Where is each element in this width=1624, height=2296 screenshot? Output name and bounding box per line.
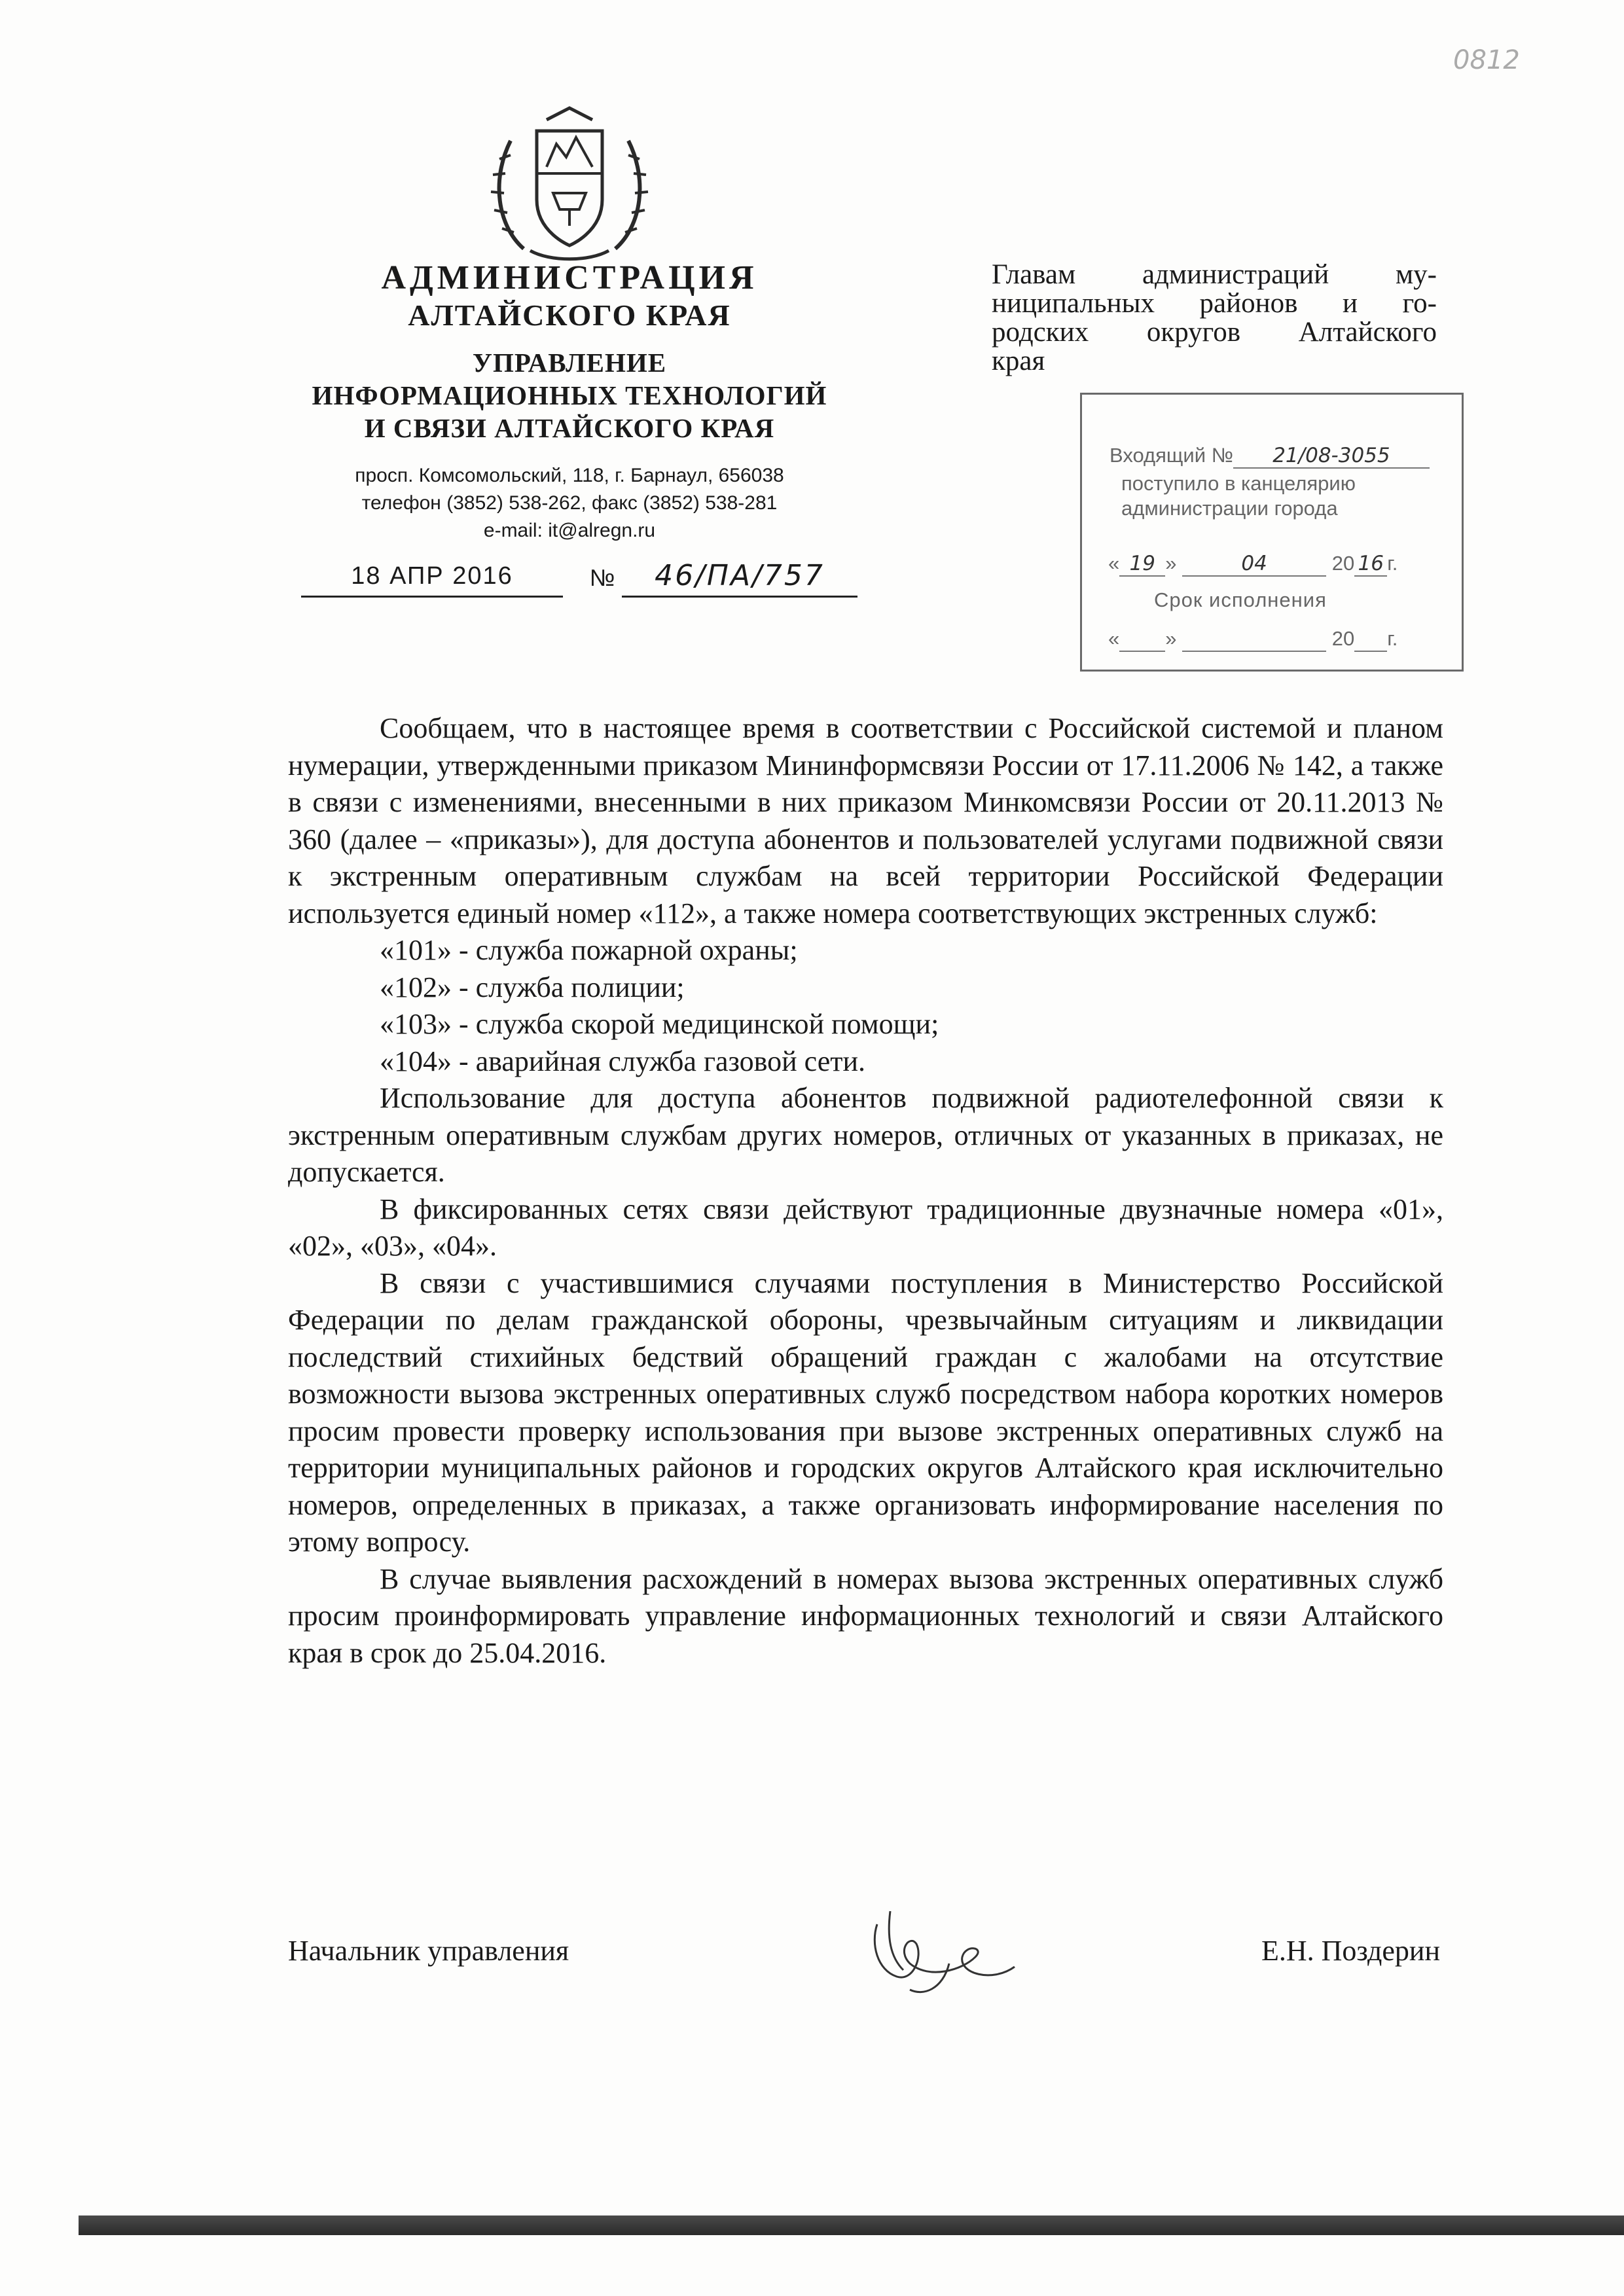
incoming-registration-stamp [1080,393,1464,672]
stamp-deadline-quote-close: » [1165,627,1177,650]
stamp-year-prefix: 20 [1331,552,1355,575]
stamp-deadline-label: Срок исполнения [1154,588,1327,611]
svg-text:0812: 0812 [1453,45,1520,75]
stamp-deadline-year-blank [1354,627,1387,652]
coat-of-arms-emblem [484,101,655,272]
org-address: просп. Комсомольский, 118, г. Барнаул, 656038 [355,465,784,486]
signatory-name: Е.Н. Поздерин [1261,1935,1440,1967]
stamp-month: 04 [1182,552,1326,577]
org-name-line1: АДМИНИСТРАЦИЯ [381,259,758,296]
list-item: «104» - аварийная служба газовой сети. [380,1045,866,1077]
addressee-line: ниципальных районов и го- [992,288,1437,319]
list-item: «103» - служба скорой медицинской помощи; [380,1008,939,1040]
stamp-deadline-line [1082,627,1488,652]
addressee-line: родских округов Алтайского [992,317,1437,348]
dept-name-line2: ИНФОРМАЦИОННЫХ ТЕХНОЛОГИЙ [312,380,827,410]
stamp-incoming-label: Входящий № [1110,444,1233,467]
letter-body [288,710,1443,1672]
body-paragraph: Использование для доступа абонентов подвижной радиотелефонной связи к экстренным оперативным службам других номеров, отличных от указанных в приказах, не допускается. [288,1082,1443,1188]
stamp-incoming-number: 21/08-3055 [1233,444,1430,469]
org-name-line2: АЛТАЙСКОГО КРАЯ [408,298,731,332]
list-item: «101» - служба пожарной охраны; [380,934,798,966]
handwritten-corner-number [1450,39,1535,79]
registration-date: 18 АПР 2016 [301,556,563,598]
body-paragraph: В фиксированных сетях связи действуют традиционные двузначные номера «01», «02», «03», «04». [288,1193,1443,1262]
stamp-deadline-day-blank [1119,627,1165,652]
body-paragraph: Сообщаем, что в настоящее время в соответствии с Российской системой и планом нумерации, утвержденными приказом Мининформсвязи России от 17.11.2006 № 142, а также в связи с изменениями, внесенными в них приказом Минкомсвязи России от 20.11.2013 № 360 (далее – «приказы»), для доступа абонентов и пользователей услугами подвижной связи к экстренным оперативным службам на всей территории Российской Федерации используется единый номер «112», а также номера соответствующих экстренных служб: [288,712,1443,929]
addressee-line: Главам администраций му- [992,259,1437,290]
scan-edge-band [79,2215,1624,2235]
body-paragraph: В случае выявления расхождений в номерах вызова экстренных оперативных служб просим проинформировать управление информационных технологий и связи Алтайского края в срок до 25.04.2016. [288,1562,1443,1669]
org-phone: телефон (3852) 538-262, факс (3852) 538-281 [361,492,778,514]
signatory-position: Начальник управления [288,1935,569,1967]
stamp-year-unit: г. [1387,552,1398,575]
dept-name-line3: И СВЯЗИ АЛТАЙСКОГО КРАЯ [364,413,775,443]
stamp-deadline-year-unit: г. [1387,627,1398,650]
dept-name-line1: УПРАВЛЕНИЕ [472,348,667,378]
stamp-deadline-year-prefix: 20 [1331,627,1355,650]
stamp-received-line2: администрации города [1121,497,1338,520]
stamp-year-suffix: 16 [1354,552,1387,577]
registration-number-label: № [589,564,615,591]
stamp-received-line1: поступило в канцелярию [1121,472,1356,495]
org-email: e-mail: it@alregn.ru [483,520,656,541]
stamp-deadline-month-blank [1182,627,1326,652]
registration-number: 46/ПА/757 [622,556,857,598]
addressee-block [992,260,1437,376]
stamp-incoming-line [1082,444,1489,469]
handwritten-signature [851,1898,1034,2003]
stamp-day: 19 [1119,552,1165,577]
addressee-line: края [992,346,1045,376]
list-item: «102» - служба полиции; [380,971,685,1003]
stamp-deadline-quote-open: « [1108,627,1120,650]
body-paragraph: В связи с участившимися случаями поступления в Министерство Российской Федерации по делам гражданской обороны, чрезвычайным ситуациям и ликвидации последствий стихийных бедствий обращений граждан с жалобами на отсутствие возможности вызова экстренных оперативных служб посредством набора коротких номеров просим провести проверку использования при вызове экстренных оперативных служб на территории муниципальных районов и городских округов Алтайского края исключительно номеров, определенных в приказах, а также организовать информирование населения по этому вопросу. [288,1266,1443,1558]
stamp-date-line: « 19 » 04 20 16 г. [1108,552,1398,575]
